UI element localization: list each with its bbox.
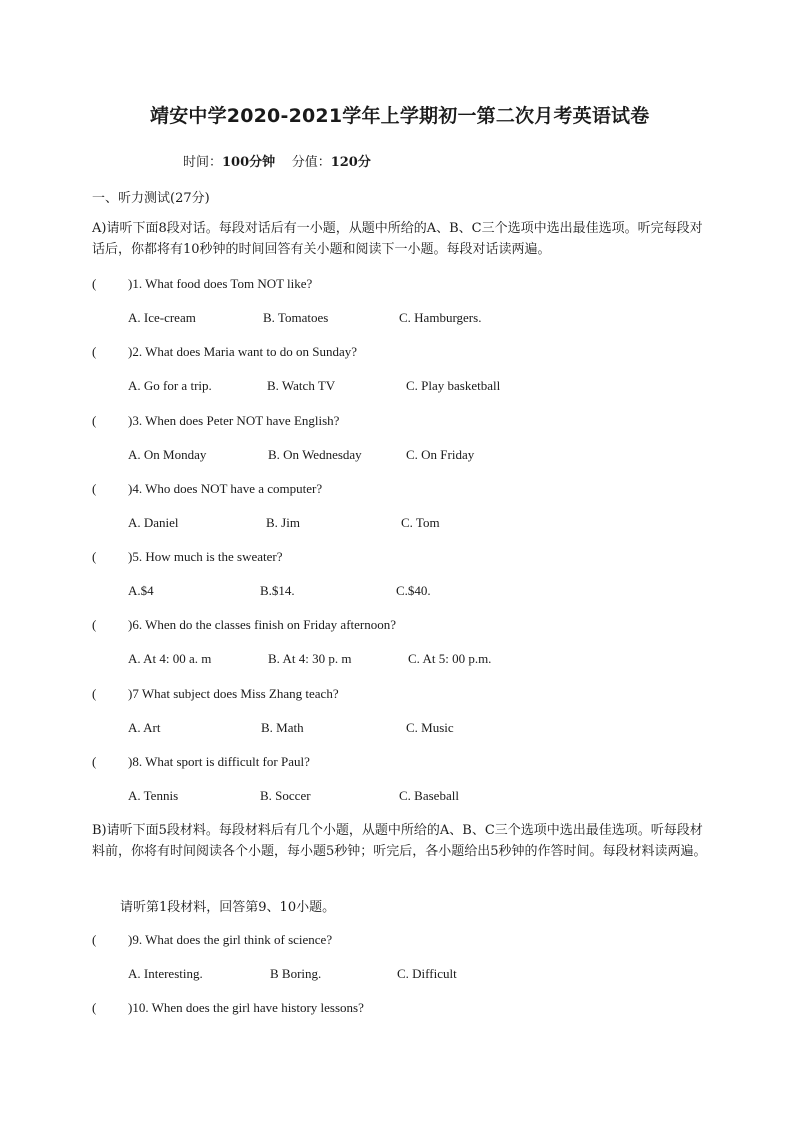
question-6 (92, 617, 396, 633)
question-5 (92, 549, 283, 565)
question-8 (92, 754, 310, 770)
question-text: )1. What food does Tom NOT like? (128, 276, 313, 291)
option-a: A. Interesting. (128, 966, 203, 981)
option-c: C. Baseball (399, 788, 459, 803)
option-b: B. Watch TV (267, 378, 336, 393)
answer-blank[interactable]: ( (92, 617, 97, 632)
answer-blank[interactable]: ( (92, 754, 97, 769)
option-a: A. At 4: 00 a. m (128, 651, 212, 666)
answer-blank[interactable]: ( (92, 686, 97, 701)
time-label: 时间： (183, 155, 223, 170)
question-7 (92, 686, 339, 702)
answer-blank[interactable]: ( (92, 344, 97, 359)
question-text: )9. What does the girl think of science? (128, 932, 333, 947)
option-b: B. Jim (266, 515, 300, 530)
question-text: )7 What subject does Miss Zhang teach? (128, 686, 339, 701)
score-value: 120分 (330, 155, 371, 170)
option-b: B. Soccer (260, 788, 311, 803)
option-b: B. Tomatoes (263, 310, 329, 325)
question-text: )4. Who does NOT have a computer? (128, 481, 323, 496)
part-b-instructions: B)请听下面5段材料。每段材料后有几个小题，从题中所给的A、B、C三个选项中选出最佳选项。听每段材料前，你将有时间阅读各个小题，每小题5秒钟；听完后，各小题给出5秒钟的作答时间。每段材料读两遍。 (92, 823, 707, 859)
section-heading: 一、听力测试(27分) (92, 191, 210, 206)
question-text: )8. What sport is difficult for Paul? (128, 754, 310, 769)
option-a: A. Daniel (128, 515, 179, 530)
question-4 (92, 481, 322, 497)
question-text: )6. When do the classes finish on Friday afternoon? (128, 617, 396, 632)
score-label: 分值： (291, 155, 331, 170)
question-10 (92, 1000, 364, 1016)
option-a: A.$4 (128, 583, 154, 598)
exam-meta (183, 151, 371, 170)
question-1 (92, 276, 312, 292)
option-c: C. Tom (401, 515, 440, 530)
question-2 (92, 344, 357, 360)
option-a: A. Tennis (128, 788, 179, 803)
option-a: A. On Monday (128, 447, 207, 462)
question-text: )3. When does Peter NOT have English? (128, 413, 340, 428)
option-c: C.$40. (396, 583, 431, 598)
option-c: C. Hamburgers. (399, 310, 482, 325)
question-text: )5. How much is the sweater? (128, 549, 283, 564)
option-a: A. Art (128, 720, 161, 735)
option-c: C. Play basketball (406, 378, 501, 393)
option-c: C. At 5: 00 p.m. (408, 651, 492, 666)
answer-blank[interactable]: ( (92, 1000, 97, 1015)
option-b: B.$14. (260, 583, 295, 598)
option-a: A. Go for a trip. (128, 378, 212, 393)
option-b: B Boring. (270, 966, 322, 981)
option-c: C. Music (406, 720, 454, 735)
option-c: C. Difficult (397, 966, 457, 981)
answer-blank[interactable]: ( (92, 932, 97, 947)
answer-blank[interactable]: ( (92, 276, 97, 291)
option-b: B. At 4: 30 p. m (268, 651, 352, 666)
answer-blank[interactable]: ( (92, 481, 97, 496)
part-b-note: 请听第1段材料，回答第9、10小题。 (120, 900, 336, 915)
question-9 (92, 932, 332, 948)
question-text: )2. What does Maria want to do on Sunday? (128, 344, 358, 359)
option-c: C. On Friday (406, 447, 475, 462)
part-a-instructions: A)请听下面8段对话。每段对话后有一小题，从题中所给的A、B、C三个选项中选出最佳选项。听完每段对话后，你都将有10秒钟的时间回答有关小题和阅读下一小题。每段对话读两遍。 (92, 221, 703, 257)
time-value: 100分钟 (222, 155, 276, 170)
answer-blank[interactable]: ( (92, 413, 97, 428)
question-3 (92, 413, 339, 429)
option-b: B. On Wednesday (268, 447, 362, 462)
question-text: )10. When does the girl have history lessons? (128, 1000, 364, 1015)
option-a: A. Ice-cream (128, 310, 196, 325)
exam-title: 靖安中学2020-2021学年上学期初一第二次月考英语试卷 (150, 105, 650, 127)
answer-blank[interactable]: ( (92, 549, 97, 564)
option-b: B. Math (261, 720, 304, 735)
